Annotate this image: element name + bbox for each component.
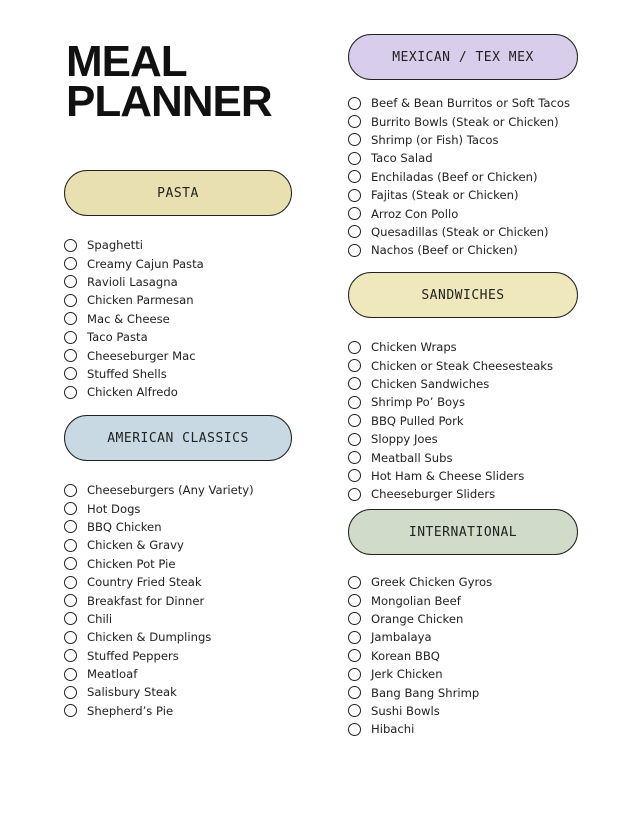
checklist-item[interactable]	[348, 720, 578, 738]
checkbox-circle-icon[interactable]	[64, 275, 77, 288]
checklist-item[interactable]	[348, 591, 578, 609]
checklist-item-label: Arroz Con Pollo	[371, 206, 459, 221]
checklist-item[interactable]	[64, 383, 292, 401]
checklist-item-label: Hot Ham & Cheese Sliders	[371, 468, 525, 483]
checklist-item[interactable]	[348, 168, 578, 186]
section-header-mexican	[348, 34, 578, 80]
checklist-item-label: Shrimp Po’ Boys	[371, 395, 466, 410]
checklist-item-label: Chicken Alfredo	[87, 385, 178, 400]
checklist-item-label: Jambalaya	[371, 630, 432, 645]
checklist-item-label: Creamy Cajun Pasta	[87, 256, 204, 271]
checklist-pasta	[64, 236, 292, 402]
checkbox-circle-icon[interactable]	[348, 704, 361, 717]
checklist-item[interactable]	[348, 412, 578, 430]
checklist-item-label: Chili	[87, 611, 113, 626]
checklist-item[interactable]	[64, 610, 292, 628]
checklist-item[interactable]	[64, 310, 292, 328]
checklist-item[interactable]	[348, 610, 578, 628]
checkbox-circle-icon[interactable]	[64, 502, 77, 515]
checkbox-circle-icon[interactable]	[348, 244, 361, 257]
checklist-item-label: Shrimp (or Fish) Tacos	[371, 132, 499, 147]
checkbox-circle-icon[interactable]	[348, 152, 361, 165]
section-pasta	[64, 170, 292, 402]
checkbox-circle-icon[interactable]	[64, 367, 77, 380]
checklist-item[interactable]	[348, 186, 578, 204]
checklist-item[interactable]	[64, 273, 292, 291]
checkbox-circle-icon[interactable]	[348, 723, 361, 736]
checklist-item[interactable]	[348, 665, 578, 683]
checklist-item-label: Jerk Chicken	[371, 667, 443, 682]
checklist-item[interactable]	[64, 236, 292, 254]
checklist-item[interactable]	[64, 536, 292, 554]
checklist-item-label: Sloppy Joes	[371, 432, 438, 447]
checkbox-circle-icon[interactable]	[64, 239, 77, 252]
section-header-sandwiches	[348, 272, 578, 318]
checkbox-circle-icon[interactable]	[64, 484, 77, 497]
checklist-item[interactable]	[348, 702, 578, 720]
checklist-item-label: Cheeseburgers (Any Variety)	[87, 483, 254, 498]
checkbox-circle-icon[interactable]	[64, 631, 77, 644]
checkbox-circle-icon[interactable]	[64, 612, 77, 625]
section-header-international	[348, 509, 578, 555]
checklist-item[interactable]	[348, 573, 578, 591]
title-line-1: MEAL	[66, 37, 187, 86]
section-header-label: PASTA	[157, 185, 199, 201]
checkbox-circle-icon[interactable]	[348, 594, 361, 607]
checklist-item[interactable]	[348, 430, 578, 448]
checklist-item-label: Meatball Subs	[371, 450, 453, 465]
checklist-item-label: Fajitas (Steak or Chicken)	[371, 188, 519, 203]
checklist-sandwiches	[348, 338, 578, 504]
checkbox-circle-icon[interactable]	[348, 133, 361, 146]
checklist-item[interactable]	[348, 204, 578, 222]
checklist-item-label: Hot Dogs	[87, 501, 141, 516]
checklist-item-label: Ravioli Lasagna	[87, 274, 178, 289]
checklist-mexican	[348, 94, 578, 260]
title-line-2: PLANNER	[66, 77, 272, 126]
checklist-item-label: Sushi Bowls	[371, 703, 440, 718]
section-header-american-classics	[64, 415, 292, 461]
checklist-international	[348, 573, 578, 739]
section-international	[348, 509, 578, 739]
checklist-item[interactable]	[64, 702, 292, 720]
checklist-item[interactable]	[348, 467, 578, 485]
checklist-item[interactable]	[348, 112, 578, 130]
checkbox-circle-icon[interactable]	[348, 377, 361, 390]
checklist-item-label: Chicken Pot Pie	[87, 556, 176, 571]
checklist-item-label: Taco Salad	[371, 151, 433, 166]
checklist-item-label: Shepherd’s Pie	[87, 703, 174, 718]
checkbox-circle-icon[interactable]	[348, 97, 361, 110]
checklist-item[interactable]	[348, 131, 578, 149]
checklist-item[interactable]	[64, 628, 292, 646]
checklist-item[interactable]	[64, 573, 292, 591]
checkbox-circle-icon[interactable]	[348, 115, 361, 128]
checklist-item-label: Orange Chicken	[371, 611, 464, 626]
checkbox-circle-icon[interactable]	[64, 576, 77, 589]
checkbox-circle-icon[interactable]	[64, 686, 77, 699]
checkbox-circle-icon[interactable]	[348, 433, 361, 446]
checkbox-circle-icon[interactable]	[348, 414, 361, 427]
section-sandwiches	[348, 272, 578, 504]
checklist-item[interactable]	[348, 393, 578, 411]
checklist-item[interactable]	[64, 499, 292, 517]
checklist-item-label: Meatloaf	[87, 667, 138, 682]
checklist-item[interactable]	[348, 338, 578, 356]
checklist-item-label: Spaghetti	[87, 238, 143, 253]
checklist-item-label: Taco Pasta	[87, 330, 148, 345]
checkbox-circle-icon[interactable]	[64, 594, 77, 607]
checklist-item-label: BBQ Pulled Pork	[371, 413, 464, 428]
checklist-item[interactable]	[348, 241, 578, 259]
checklist-item[interactable]	[348, 683, 578, 701]
checklist-item-label: Greek Chicken Gyros	[371, 575, 493, 590]
checklist-item[interactable]	[64, 346, 292, 364]
checkbox-circle-icon[interactable]	[64, 668, 77, 681]
checklist-item-label: Cheeseburger Mac	[87, 348, 196, 363]
checklist-item-label: Quesadillas (Steak or Chicken)	[371, 224, 549, 239]
checklist-item[interactable]	[348, 375, 578, 393]
checklist-item[interactable]	[348, 223, 578, 241]
checklist-item[interactable]	[348, 356, 578, 374]
checklist-item-label: Mongolian Beef	[371, 593, 461, 608]
checklist-item[interactable]	[64, 647, 292, 665]
section-header-label: AMERICAN CLASSICS	[107, 430, 249, 446]
checkbox-circle-icon[interactable]	[348, 668, 361, 681]
checkbox-circle-icon[interactable]	[348, 359, 361, 372]
section-american-classics	[64, 415, 292, 720]
checkbox-circle-icon[interactable]	[348, 686, 361, 699]
checklist-item[interactable]	[348, 149, 578, 167]
checkbox-circle-icon[interactable]	[348, 576, 361, 589]
section-header-pasta	[64, 170, 292, 216]
checklist-item[interactable]	[64, 365, 292, 383]
checklist-item[interactable]	[64, 665, 292, 683]
checklist-item-label: BBQ Chicken	[87, 519, 162, 534]
checkbox-circle-icon[interactable]	[64, 294, 77, 307]
checklist-item-label: Chicken & Gravy	[87, 538, 184, 553]
checklist-item-label: Stuffed Peppers	[87, 648, 179, 663]
section-mexican	[348, 34, 578, 260]
checklist-item-label: Enchiladas (Beef or Chicken)	[371, 169, 538, 184]
checklist-item[interactable]	[64, 291, 292, 309]
checklist-item[interactable]	[64, 555, 292, 573]
checkbox-circle-icon[interactable]	[64, 386, 77, 399]
checkbox-circle-icon[interactable]	[348, 469, 361, 482]
checklist-item-label: Burrito Bowls (Steak or Chicken)	[371, 114, 559, 129]
checklist-item-label: Chicken Parmesan	[87, 293, 194, 308]
checkbox-circle-icon[interactable]	[64, 704, 77, 717]
checkbox-circle-icon[interactable]	[348, 189, 361, 202]
checklist-item-label: Stuffed Shells	[87, 366, 167, 381]
checklist-item-label: Korean BBQ	[371, 648, 440, 663]
checkbox-circle-icon[interactable]	[348, 341, 361, 354]
section-header-label: INTERNATIONAL	[408, 524, 518, 540]
checklist-item[interactable]	[348, 94, 578, 112]
checkbox-circle-icon[interactable]	[64, 331, 77, 344]
checklist-item[interactable]	[348, 485, 578, 503]
checklist-item-label: Country Fried Steak	[87, 575, 202, 590]
checklist-item[interactable]	[348, 647, 578, 665]
checkbox-circle-icon[interactable]	[348, 451, 361, 464]
checklist-item-label: Cheeseburger Sliders	[371, 487, 496, 502]
checklist-item[interactable]	[64, 591, 292, 609]
checklist-item-label: Chicken or Steak Cheesesteaks	[371, 358, 554, 373]
checkbox-circle-icon[interactable]	[348, 488, 361, 501]
checkbox-circle-icon[interactable]	[64, 539, 77, 552]
checklist-item-label: Chicken & Dumplings	[87, 630, 212, 645]
checkbox-circle-icon[interactable]	[348, 207, 361, 220]
checklist-item-label: Nachos (Beef or Chicken)	[371, 243, 518, 258]
checkbox-circle-icon[interactable]	[64, 557, 77, 570]
checkbox-circle-icon[interactable]	[348, 649, 361, 662]
checklist-item[interactable]	[64, 683, 292, 701]
checklist-item[interactable]	[64, 328, 292, 346]
checklist-item[interactable]	[348, 628, 578, 646]
checklist-item[interactable]	[64, 254, 292, 272]
checkbox-circle-icon[interactable]	[64, 257, 77, 270]
checklist-item-label: Salisbury Steak	[87, 685, 177, 700]
section-header-label: SANDWICHES	[421, 287, 505, 303]
checklist-item[interactable]	[64, 518, 292, 536]
checklist-item[interactable]	[64, 481, 292, 499]
checklist-item-label: Chicken Sandwiches	[371, 376, 490, 391]
checklist-item[interactable]	[348, 448, 578, 466]
checklist-item-label: Hibachi	[371, 722, 415, 737]
section-header-label: MEXICAN / TEX MEX	[392, 49, 534, 65]
checkbox-circle-icon[interactable]	[64, 312, 77, 325]
checklist-item-label: Beef & Bean Burritos or Soft Tacos	[371, 96, 571, 111]
checklist-american-classics	[64, 481, 292, 720]
checkbox-circle-icon[interactable]	[348, 631, 361, 644]
page-title	[66, 37, 272, 126]
checkbox-circle-icon[interactable]	[64, 349, 77, 362]
checkbox-circle-icon[interactable]	[348, 396, 361, 409]
checklist-item-label: Bang Bang Shrimp	[371, 685, 480, 700]
checklist-item-label: Breakfast for Dinner	[87, 593, 205, 608]
checkbox-circle-icon[interactable]	[64, 520, 77, 533]
checkbox-circle-icon[interactable]	[64, 649, 77, 662]
checkbox-circle-icon[interactable]	[348, 170, 361, 183]
checkbox-circle-icon[interactable]	[348, 225, 361, 238]
checklist-item-label: Chicken Wraps	[371, 340, 457, 355]
checkbox-circle-icon[interactable]	[348, 612, 361, 625]
checklist-item-label: Mac & Cheese	[87, 311, 170, 326]
